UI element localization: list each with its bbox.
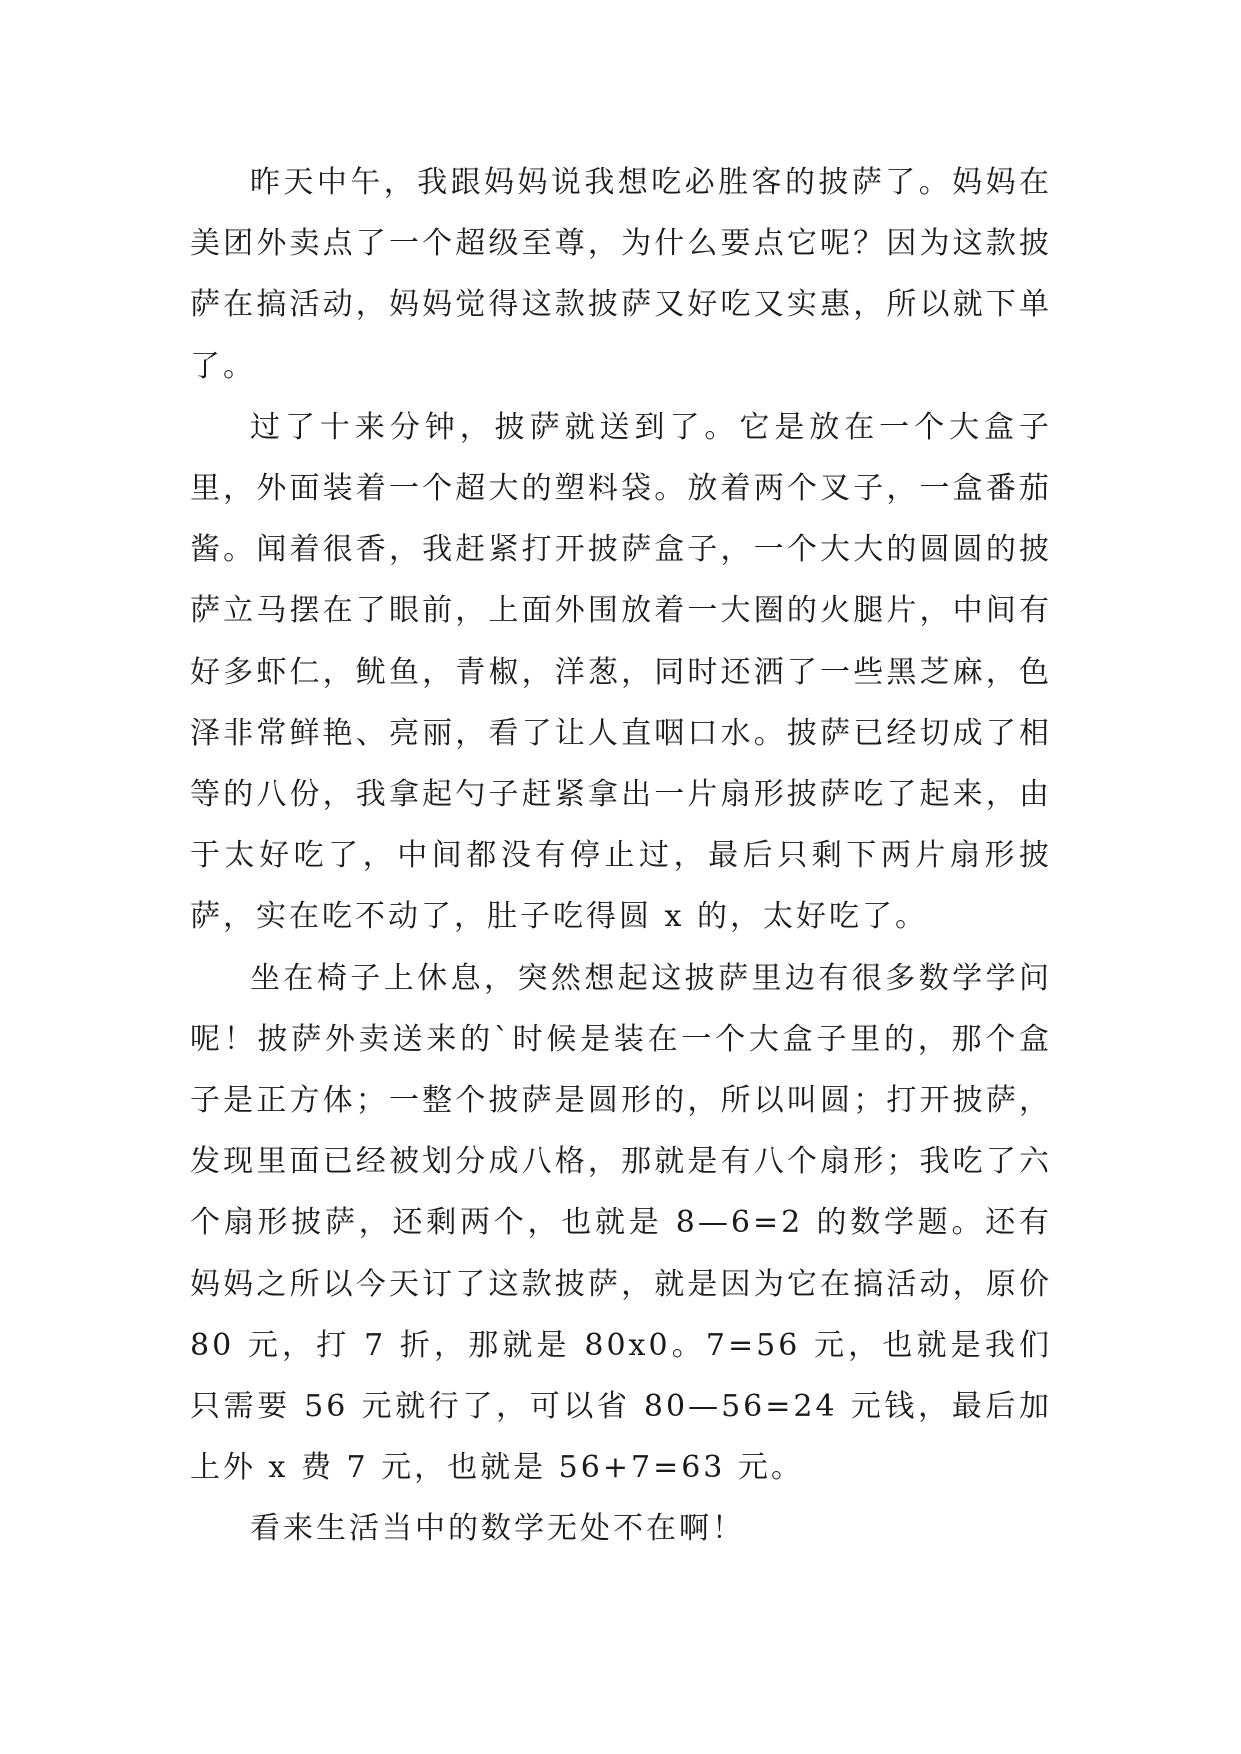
- paragraph-order-pizza: 昨天中午，我跟妈妈说我想吃必胜客的披萨了。妈妈在美团外卖点了一个超级至尊，为什么要点它呢？因为这款披萨在搞活动，妈妈觉得这款披萨又好吃又实惠，所以就下单了。: [190, 165, 1052, 384]
- paragraph-math-in-pizza: 坐在椅子上休息，突然想起这披萨里边有很多数学学问呢！披萨外卖送来的`时候是装在一个大盒子里的，那个盒子是正方体；一整个披萨是圆形的，所以叫圆；打开披萨，发现里面已经被划分成八格，那就是有八个扇形；我吃了六个扇形披萨，还剩两个，也就是 8—6=2 的数学题。还有妈妈之所以今天订了这款披萨，就是因为它在搞活动，原价 80 元，打 7 折，那就是 80x0。7=56 元，也就是我们只需要 56 元就行了，可以省 80—56=24 元钱，最后加上外 x 费 7 元，也就是 56+7=63 元。: [190, 960, 1052, 1486]
- paragraph-conclusion: 看来生活当中的数学无处不在啊！: [250, 1511, 745, 1547]
- paragraph-pizza-arrives: 过了十来分钟，披萨就送到了。它是放在一个大盒子里，外面装着一个超大的塑料袋。放着两个叉子，一盒番茄酱。闻着很香，我赶紧打开披萨盒子，一个大大的圆圆的披萨立马摆在了眼前，上面外围放着一大圈的火腿片，中间有好多虾仁，鱿鱼，青椒，洋葱，同时还洒了一些黑芝麻，色泽非常鲜艳、亮丽，看了让人直咽口水。披萨已经切成了相等的八份，我拿起勺子赶紧拿出一片扇形披萨吃了起来，由于太好吃了，中间都没有停止过，最后只剩下两片扇形披萨，实在吃不动了，肚子吃得圆 x 的，太好吃了。: [190, 409, 1052, 935]
- document-body: [190, 152, 1052, 1560]
